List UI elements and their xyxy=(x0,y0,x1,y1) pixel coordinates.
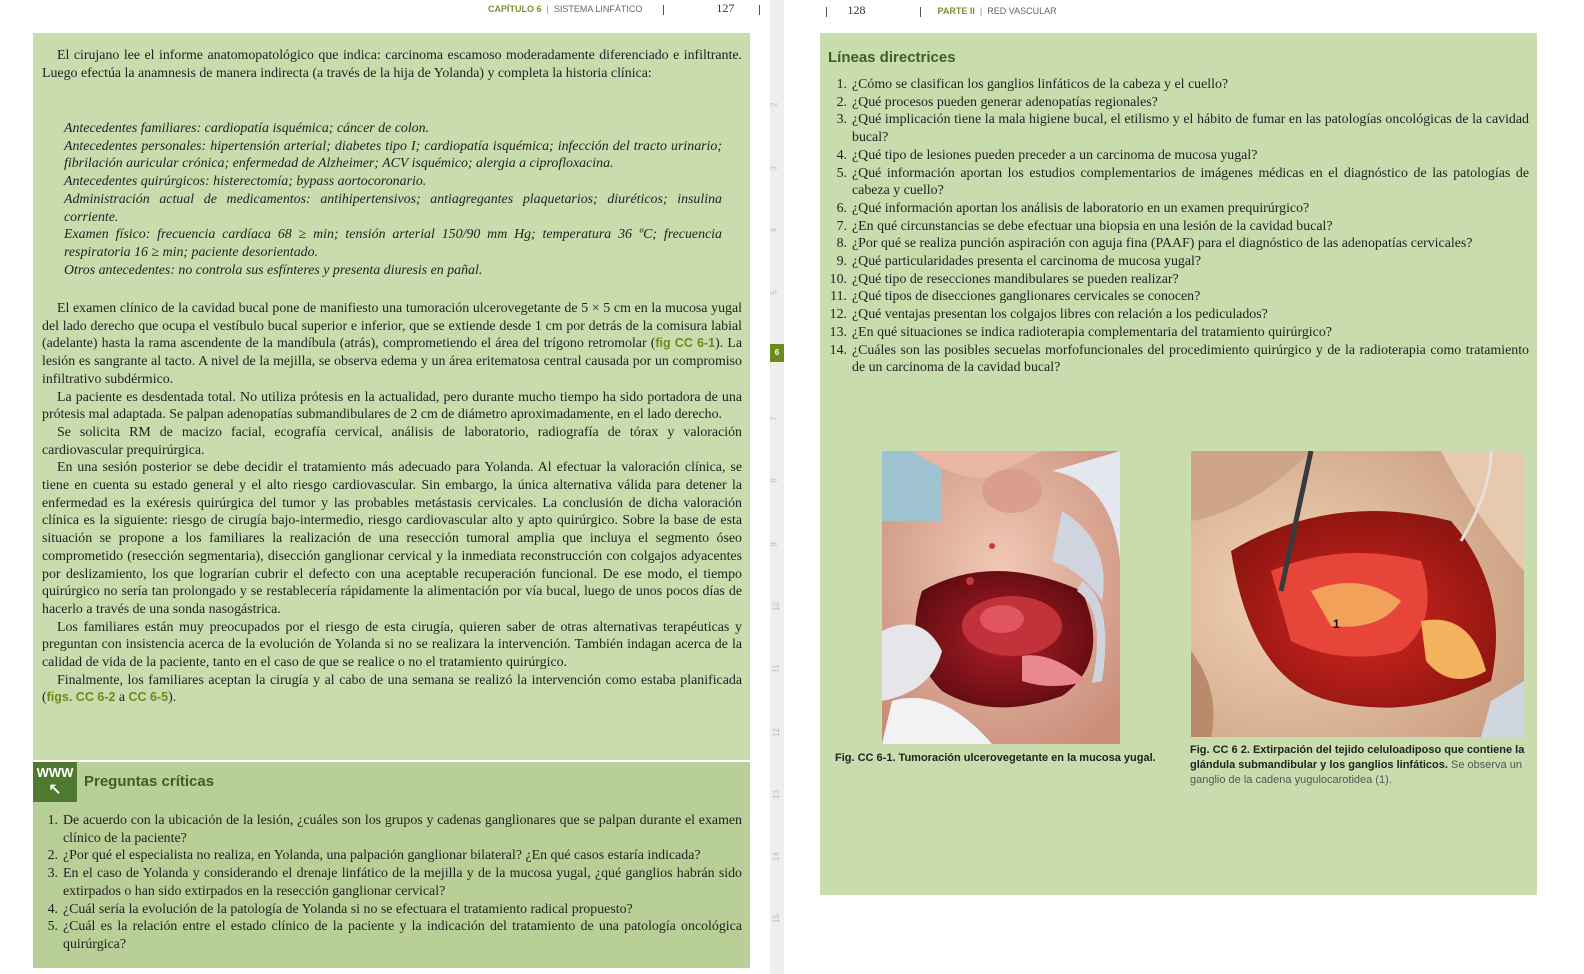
clinical-history-list xyxy=(64,120,722,279)
list-item: 2. ¿Por qué el especialista no realiza, en Yolanda, una palpación ganglionar bilateral? ¿En qué casos estaría indicada? xyxy=(47,848,701,864)
paragraph-studies: Se solicita RM de macizo facial, ecografía cervical, análisis de laboratorio, radiografía de tórax y valoración cardiovascular prequirúrgica. xyxy=(42,424,742,458)
part-label: PARTE II xyxy=(937,6,975,16)
chapter-tab[interactable]: 3 xyxy=(769,166,779,171)
chapter-tab[interactable]: 13 xyxy=(771,790,781,799)
list-item: 12. ¿Qué ventajas presentan los colgajos libres con relación a los pediculados? xyxy=(829,307,1268,323)
list-item: 4. ¿Qué tipo de lesiones pueden preceder a un carcinoma de mucosa yugal? xyxy=(836,147,1258,163)
list-item: 3. ¿Qué implicación tiene la mala higiene bucal, el etilismo y el hábito de fumar en las patologías oncológicas de la cavidad bucal? xyxy=(836,112,1529,146)
page-number-left: 127 xyxy=(716,1,735,15)
chapter-tab[interactable]: 8 xyxy=(769,478,779,483)
list-item: 13. ¿En qué situaciones se indica radioterapia complementaria del tratamiento quirúrgico? xyxy=(829,324,1332,340)
figure-link[interactable]: figs. CC 6-2 xyxy=(46,690,116,705)
list-item: 4. ¿Cuál sería la evolución de la patología de Yolanda si no se efectuara el tratamiento radical propuesto? xyxy=(47,901,633,917)
paragraph-final: Finalmente, los familiares aceptan la cirugía y al cabo de una semana se realizó la intervención como estaba planificada (figs. CC 6-2 a CC 6-5). xyxy=(42,672,742,706)
list-item: 7. ¿En qué circunstancias se debe efectuar una biopsia en una lesión de la cavidad bucal? xyxy=(836,218,1333,234)
chapter-tab[interactable]: 7 xyxy=(769,416,779,421)
list-item: 9. ¿Qué particularidades presenta el carcinoma de mucosa yugal? xyxy=(836,254,1202,270)
chapter-label: CAPÍTULO 6 xyxy=(488,4,542,14)
chapter-tab[interactable]: 9 xyxy=(769,542,779,547)
history-item: Antecedentes personales: hipertensión arterial; diabetes tipo I; cardiopatía isquémica; infección del tracto urinario; fibrilación auricular crónica; enfermedad de Alzheimer; ACV isquémico; alergia a ciprofloxacina. xyxy=(64,138,722,172)
list-item: 3. En el caso de Yolanda y considerando el drenaje linfático de la mejilla y de la mucosa yugal, ¿qué ganglios habrán sido extirpados o han sido extirpados en la resección ganglionar cervical? xyxy=(47,866,742,899)
surgical-dissection-image xyxy=(1191,451,1524,737)
figure-link[interactable]: fig CC 6-1 xyxy=(655,336,716,351)
case-body-text xyxy=(42,300,742,707)
chapter-tab-active[interactable]: 6 xyxy=(770,344,784,362)
chapter-tab[interactable]: 15 xyxy=(771,914,781,923)
chapter-tab[interactable]: 5 xyxy=(769,290,779,295)
chapter-tab[interactable]: 10 xyxy=(771,602,781,611)
list-item: 1. ¿Cómo se clasifican los ganglios linfáticos de la cabeza y el cuello? xyxy=(836,77,1229,92)
right-page xyxy=(784,0,1584,974)
critical-questions-title: Preguntas críticas xyxy=(84,773,215,790)
section-label: RED VASCULAR xyxy=(987,6,1057,16)
case-panel xyxy=(33,33,750,760)
paragraph-family: Los familiares están muy preocupados por el riesgo de esta cirugía, quieren saber de otras alternativas terapéuticas y preguntan con insistencia acerca de la evolución de Yolanda si no se realizara la intervención. También indagan acerca de la calidad de vida de la paciente, tanto en el caso de que se realice o no el tratamiento quirúrgico. xyxy=(42,619,742,671)
list-item: 14. ¿Cuáles son las posibles secuelas morfofuncionales del procedimiento quirúrgico y de la radioterapia como tratamiento de un carcinoma de la cavidad bucal? xyxy=(829,342,1529,376)
chapter-tab[interactable]: 11 xyxy=(771,664,781,673)
list-item: 5. ¿Cuál es la relación entre el estado clínico de la paciente y la indicación del tratamiento de una patología oncológica quirúrgica? xyxy=(47,919,742,952)
chapter-tab[interactable]: 2 xyxy=(769,102,779,107)
figure-link[interactable]: CC 6-5 xyxy=(128,690,169,705)
left-page xyxy=(0,0,770,974)
paragraph-exam: El examen clínico de la cavidad bucal pone de manifiesto una tumoración ulcerovegetante de 5 × 5 cm en la mucosa yugal del lado derecho que ocupa el vestíbulo bucal superior e inferior, que se extiende desde 1 cm por detrás de la comisura labial (adelante) hasta la rama ascendente de la mandíbula (atrás), comprometiendo el área del trígono retromolar (fig CC 6-1). La lesión es sangrante al tacto. A nivel de la mejilla, se observa edema y un área eritematosa central causada por un compromiso infiltrativo subdérmico. xyxy=(42,301,742,387)
critical-questions-panel xyxy=(33,762,750,968)
history-item: Administración actual de medicamentos: antihipertensivos; antiagregantes plaquetarios; diuréticos; insulina corriente. xyxy=(64,191,722,225)
oral-lesion-image xyxy=(882,451,1120,744)
history-item: Otros antecedentes: no controla sus esfínteres y presenta diuresis en pañal. xyxy=(64,262,483,278)
figure-cc-6-2-caption: Fig. CC 6 2. Extirpación del tejido celuloadiposo que contiene la glándula submandibular y los ganglios linfáticos. Se observa un ganglio de la cadena yugulocarotidea (1). xyxy=(1190,744,1525,786)
chapter-tab[interactable]: 4 xyxy=(769,228,779,233)
figure-cc-6-2-photo xyxy=(1191,451,1524,737)
figure-marker-1: 1 xyxy=(1333,617,1340,631)
intro-paragraph: El cirujano lee el informe anatomopatológico que indica: carcinoma escamoso moderadamente diferenciado e infiltrante. Luego efectúa la anamnesis de manera indirecta (a través de la hija de Yolanda) y completa la historia clínica: xyxy=(42,48,742,81)
left-running-header: CAPÍTULO 6 | SISTEMA LINFÁTICO 127 xyxy=(488,1,760,15)
right-running-header: 128 PARTE II | RED VASCULAR xyxy=(826,3,1057,17)
list-item: 8. ¿Por qué se realiza punción aspiración con aguja fina (PAAF) para el diagnóstico de las adenopatías cervicales? xyxy=(836,236,1473,252)
history-item: Examen físico: frecuencia cardíaca 68 ≥ min; tensión arterial 150/90 mm Hg; temperatura 36 ºC; frecuencia respiratoria 16 ≥ min; paciente desorientado. xyxy=(64,227,722,260)
list-item: 2. ¿Qué procesos pueden generar adenopatías regionales? xyxy=(836,94,1158,110)
guidelines-panel xyxy=(820,33,1537,895)
page-number-right: 128 xyxy=(847,3,866,17)
list-item: 10. ¿Qué tipo de resecciones mandibulares se pueden realizar? xyxy=(829,271,1179,287)
list-item: 11. ¿Qué tipos de disecciones ganglionares cervicales se conocen? xyxy=(830,289,1201,305)
paragraph-treatment: En una sesión posterior se debe decidir el tratamiento más adecuado para Yolanda. Al efectuar la valoración clínica, se tiene en cuenta su estado general y el alto riesgo cardiovascular. Sin embargo, la única alternativa válida para detener la enfermedad es la exéresis quirúrgica del tumor y las probables metástasis cervicales. La conclusión de dicha valoración clínica es la siguiente: riesgo de cirugía bajo-intermedio, riesgo cardiovascular alto y apto quirúrgico. Sobre la base de esta situación se propone a los familiares la realización de una resección tumoral amplia que incluya el segmento óseo comprometido (resección segmentaria), disección ganglionar cervical y la inmediata reconstrucción con colgajos adyacentes por deslizamiento, los que lograrían cubrir el defecto con una aceptable recuperación funcional. De ese modo, el tiempo quirúrgico no sería tan prolongado y se restablecería rápidamente la alimentación por vía bucal, luego de unos pocos días de hacerlo a través de una sonda nasogástrica. xyxy=(42,460,742,617)
chapter-tab[interactable]: 14 xyxy=(771,852,781,861)
chapter-tab[interactable]: 12 xyxy=(771,728,781,737)
critical-questions-list xyxy=(36,812,742,954)
figure-cc-6-1-photo xyxy=(882,451,1120,744)
guidelines-title: Líneas directrices xyxy=(828,49,956,66)
paragraph-prosthesis: La paciente es desdentada total. No utiliza prótesis en la actualidad, pero durante mucho tiempo ha sido portadora de una prótesis mal adaptada. Se palpan adenopatías submandibulares de 2 cm de diámetro aproximadamente, en el lado derecho. xyxy=(42,389,742,423)
section-label: SISTEMA LINFÁTICO xyxy=(553,4,643,14)
cursor-icon: ↖ xyxy=(48,782,62,799)
list-item: 5. ¿Qué información aportan los estudios complementarios de imágenes médicas en el diagnóstico de las patologías de cabeza y cuello? xyxy=(836,165,1529,199)
www-badge[interactable]: WWW ↖ xyxy=(33,762,77,802)
history-item: Antecedentes familiares: cardiopatía isquémica; cáncer de colon. xyxy=(64,121,430,136)
page-gutter xyxy=(770,0,784,974)
history-item: Antecedentes quirúrgicos: histerectomía; bypass aortocoronario. xyxy=(64,174,427,190)
list-item: 6. ¿Qué información aportan los análisis de laboratorio en un examen prequirúrgico? xyxy=(836,200,1310,216)
figure-cc-6-1-caption: Fig. CC 6-1. Tumoración ulcerovegetante en la mucosa yugal. xyxy=(835,752,1156,764)
guidelines-list xyxy=(825,76,1529,377)
list-item: 1. De acuerdo con la ubicación de la lesión, ¿cuáles son los grupos y cadenas ganglionares que se palpan durante el examen clínico de la paciente? xyxy=(47,813,742,846)
